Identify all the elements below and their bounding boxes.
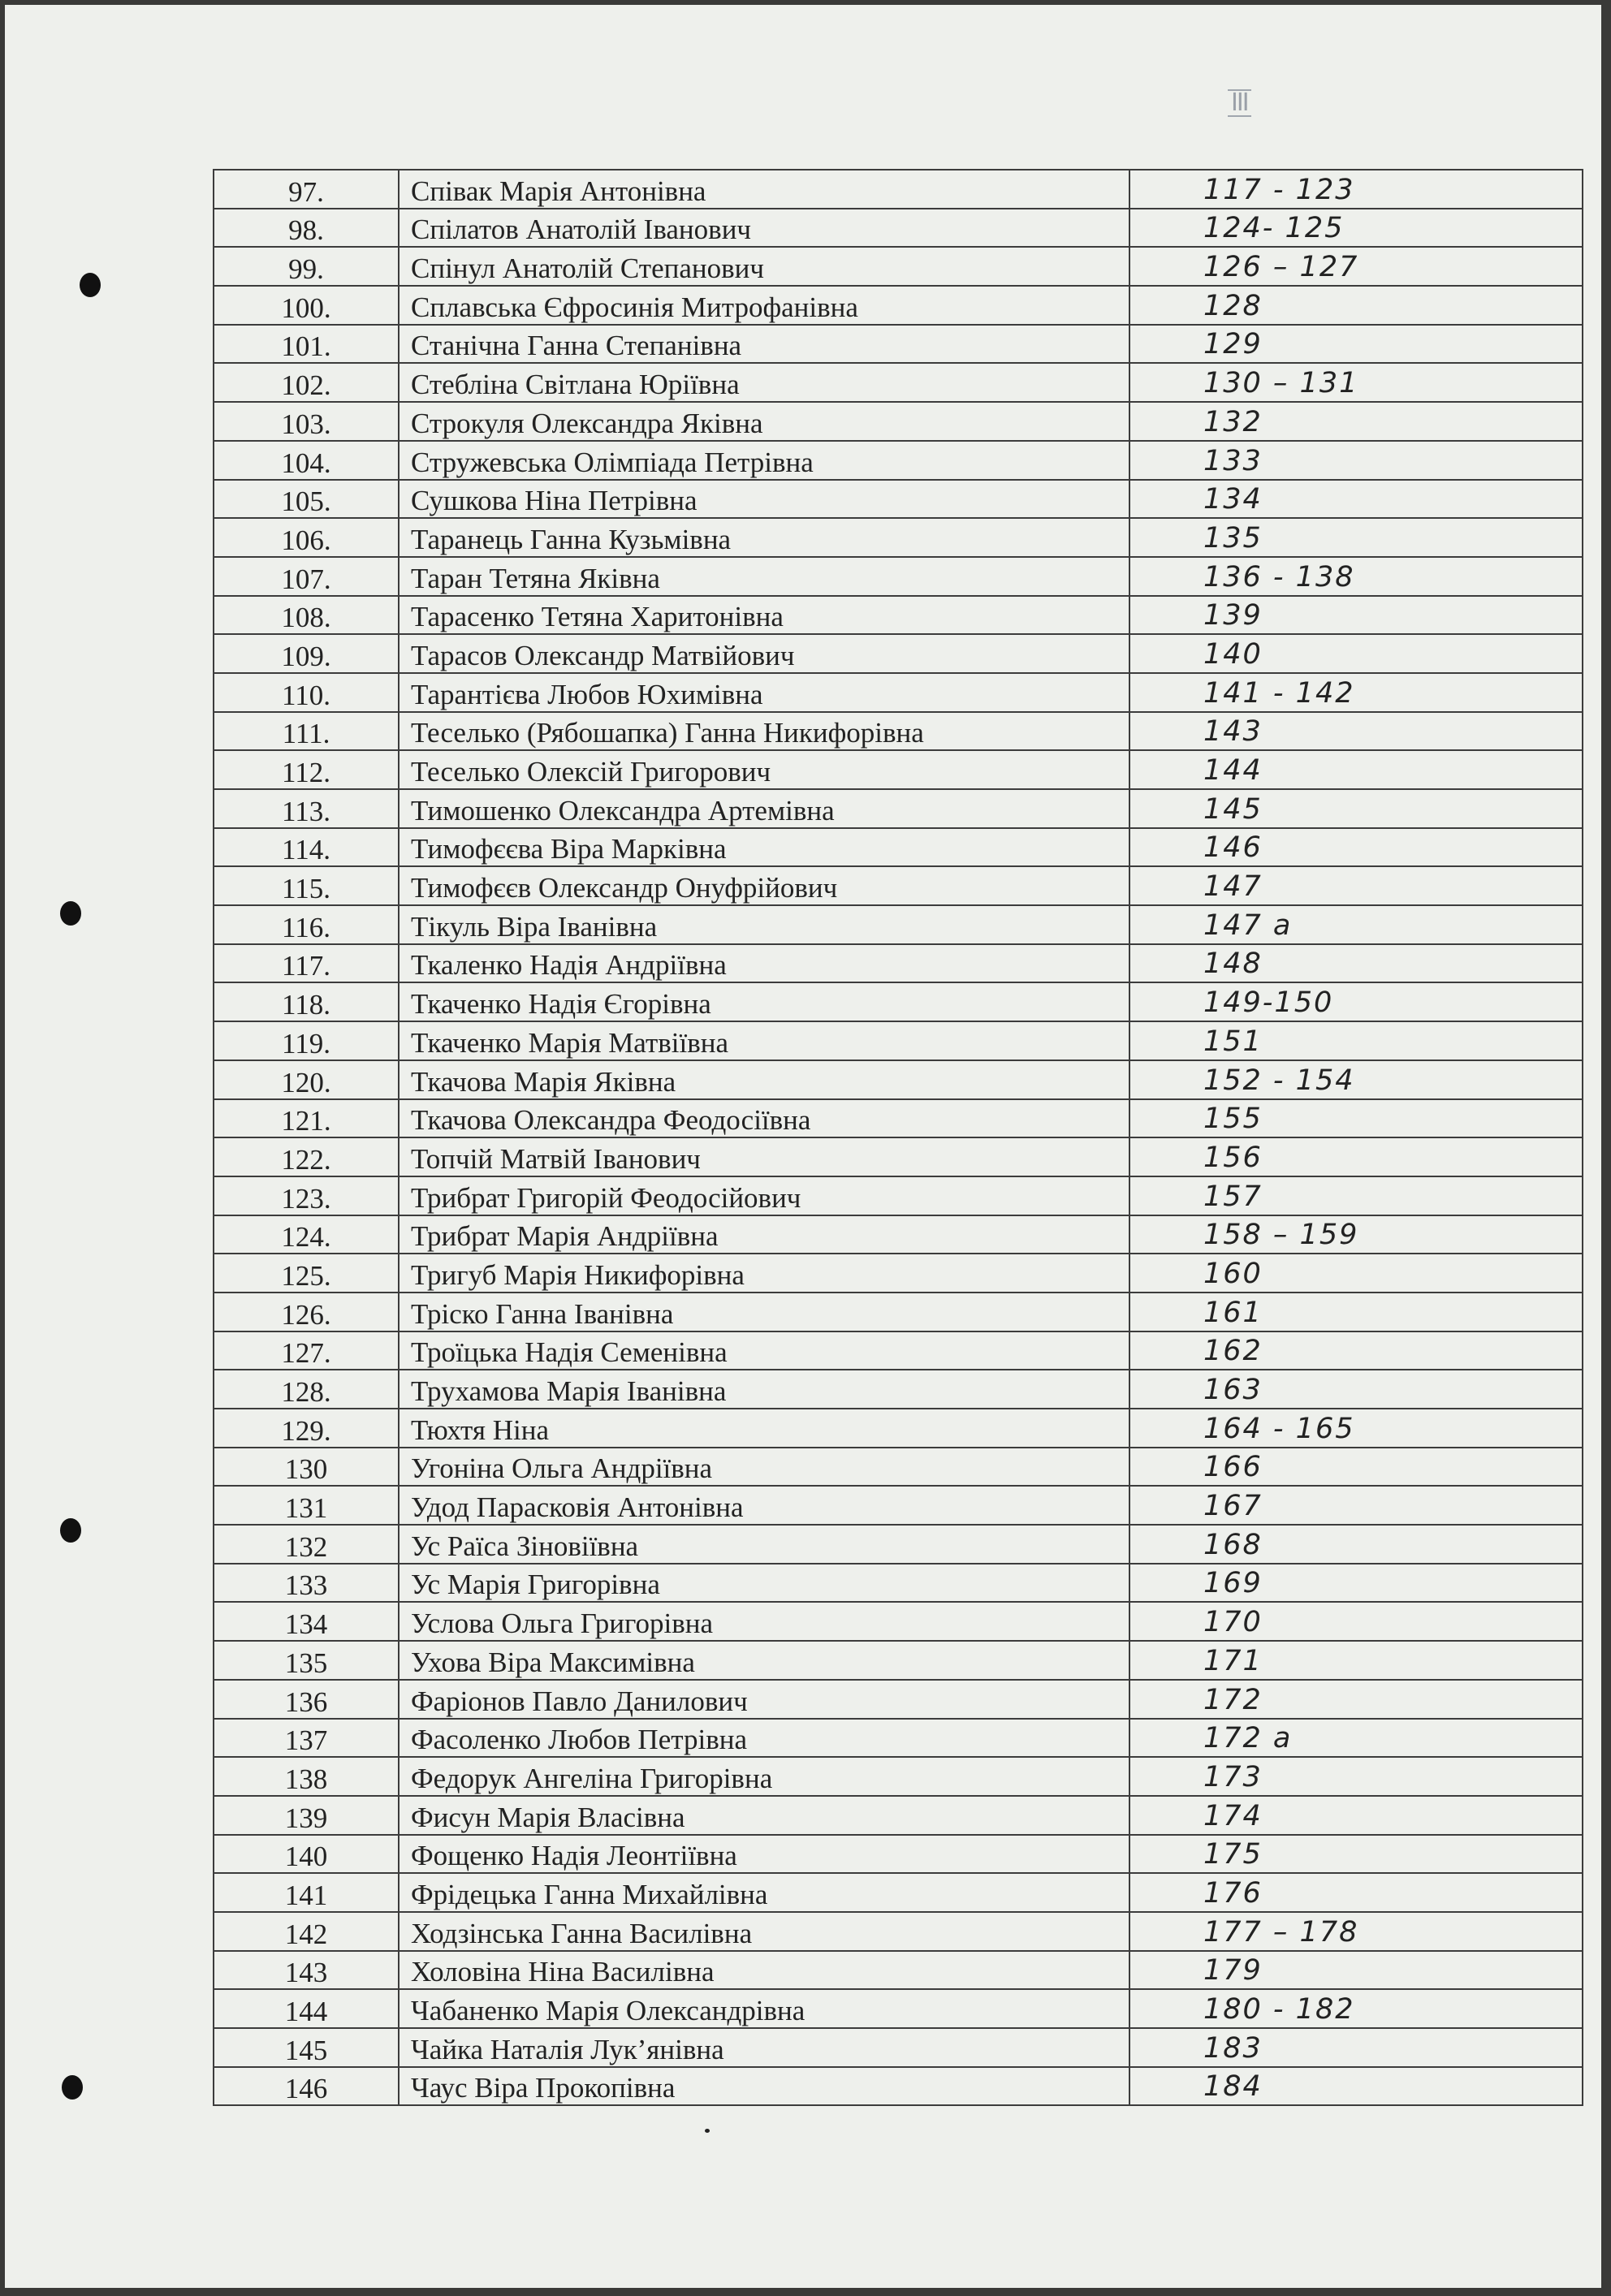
table-row	[214, 634, 1583, 673]
row-number: 106.	[214, 518, 399, 557]
row-number: 144	[214, 1989, 399, 2028]
person-name: Ткаченко Надія Єгорівна	[399, 982, 1129, 1021]
table-row	[214, 1912, 1583, 1951]
person-name: Тригуб Марія Никифорівна	[399, 1254, 1129, 1293]
row-number: 129.	[214, 1409, 399, 1448]
page-range: 135	[1129, 518, 1583, 557]
table-row	[214, 1137, 1583, 1176]
row-number: 133	[214, 1564, 399, 1603]
person-name: Тимофєєв Олександр Онуфрійович	[399, 866, 1129, 905]
punch-hole	[80, 273, 101, 297]
table-row	[214, 286, 1583, 325]
table-row	[214, 2067, 1583, 2106]
table-row	[214, 209, 1583, 248]
page-range: 177 – 178	[1129, 1912, 1583, 1951]
table-row	[214, 1099, 1583, 1138]
page-range: 151	[1129, 1021, 1583, 1060]
table-row	[214, 1564, 1583, 1603]
row-number: 124.	[214, 1215, 399, 1254]
row-number: 97.	[214, 170, 399, 209]
row-number: 98.	[214, 209, 399, 248]
person-name: Ткаченко Марія Матвіївна	[399, 1021, 1129, 1060]
table-row	[214, 944, 1583, 983]
page-range: 152 - 154	[1129, 1060, 1583, 1099]
page-range: 179	[1129, 1951, 1583, 1990]
table-row	[214, 1641, 1583, 1680]
punch-hole	[60, 901, 81, 926]
page-range: 183	[1129, 2028, 1583, 2067]
row-number: 118.	[214, 982, 399, 1021]
page-range: 134	[1129, 480, 1583, 519]
page-range: 130 – 131	[1129, 363, 1583, 402]
row-number: 126.	[214, 1293, 399, 1331]
person-name: Трибрат Григорій Феодосійович	[399, 1176, 1129, 1215]
page-range: 124- 125	[1129, 209, 1583, 248]
row-number: 145	[214, 2028, 399, 2067]
table-row	[214, 480, 1583, 519]
row-number: 101.	[214, 325, 399, 364]
person-name: Троїцька Надія Семенівна	[399, 1331, 1129, 1370]
table-row	[214, 363, 1583, 402]
person-name: Трибрат Марія Андріївна	[399, 1215, 1129, 1254]
punch-hole	[60, 1518, 81, 1543]
person-name: Ходзінська Ганна Василівна	[399, 1912, 1129, 1951]
table-row	[214, 1254, 1583, 1293]
table-row	[214, 1796, 1583, 1835]
person-name: Тимофєєва Віра Марківна	[399, 828, 1129, 867]
person-name: Удод Парасковія Антонівна	[399, 1486, 1129, 1525]
table-row	[214, 1873, 1583, 1912]
page-range: 145	[1129, 789, 1583, 828]
page-range: 117 - 123	[1129, 170, 1583, 209]
table-row	[214, 866, 1583, 905]
table-row	[214, 557, 1583, 596]
person-name: Фощенко Надія Леонтіївна	[399, 1835, 1129, 1874]
table-row	[214, 1486, 1583, 1525]
person-name: Таран Тетяна Яківна	[399, 557, 1129, 596]
table-row	[214, 673, 1583, 712]
person-name: Тікуль Віра Іванівна	[399, 905, 1129, 944]
person-name: Таранець Ганна Кузьмівна	[399, 518, 1129, 557]
person-name: Сплавська Єфросинія Митрофанівна	[399, 286, 1129, 325]
page-range: 175	[1129, 1835, 1583, 1874]
page-range: 171	[1129, 1641, 1583, 1680]
person-name: Чаус Віра Прокопівна	[399, 2067, 1129, 2106]
person-name: Чайка Наталія Лук’янівна	[399, 2028, 1129, 2067]
row-number: 116.	[214, 905, 399, 944]
page-range: 163	[1129, 1370, 1583, 1409]
table-row	[214, 1331, 1583, 1370]
page-range: 157	[1129, 1176, 1583, 1215]
row-number: 114.	[214, 828, 399, 867]
row-number: 146	[214, 2067, 399, 2106]
person-name: Строкуля Олександра Яківна	[399, 402, 1129, 441]
page-range: 129	[1129, 325, 1583, 364]
page-range: 176	[1129, 1873, 1583, 1912]
row-number: 107.	[214, 557, 399, 596]
page-range: 161	[1129, 1293, 1583, 1331]
row-number: 142	[214, 1912, 399, 1951]
page-range: 160	[1129, 1254, 1583, 1293]
table-row	[214, 1719, 1583, 1758]
person-name: Услова Ольга Григорівна	[399, 1602, 1129, 1641]
person-name: Співак Марія Антонівна	[399, 170, 1129, 209]
person-name: Тюхтя Ніна	[399, 1409, 1129, 1448]
person-name: Спілатов Анатолій Іванович	[399, 209, 1129, 248]
table-row	[214, 750, 1583, 789]
page-range: 148	[1129, 944, 1583, 983]
page-range: 173	[1129, 1757, 1583, 1796]
person-name: Спінул Анатолій Степанович	[399, 247, 1129, 286]
row-number: 120.	[214, 1060, 399, 1099]
row-number: 134	[214, 1602, 399, 1641]
page-marker: III	[1228, 89, 1251, 117]
row-number: 113.	[214, 789, 399, 828]
row-number: 99.	[214, 247, 399, 286]
page-range: 146	[1129, 828, 1583, 867]
page-range: 140	[1129, 634, 1583, 673]
register-table	[213, 169, 1583, 2106]
person-name: Фисун Марія Власівна	[399, 1796, 1129, 1835]
person-name: Ткачова Олександра Феодосіївна	[399, 1099, 1129, 1138]
page-range: 169	[1129, 1564, 1583, 1603]
person-name: Тріско Ганна Іванівна	[399, 1293, 1129, 1331]
row-number: 112.	[214, 750, 399, 789]
table-row	[214, 1448, 1583, 1487]
page-range: 156	[1129, 1137, 1583, 1176]
page-range: 158 – 159	[1129, 1215, 1583, 1254]
table-row	[214, 1757, 1583, 1796]
table-row	[214, 1989, 1583, 2028]
table-row	[214, 1293, 1583, 1331]
page-range: 133	[1129, 441, 1583, 480]
table-row	[214, 789, 1583, 828]
table-row	[214, 712, 1583, 751]
person-name: Теселько Олексій Григорович	[399, 750, 1129, 789]
table-row	[214, 1176, 1583, 1215]
person-name: Тарасенко Тетяна Харитонівна	[399, 596, 1129, 635]
page-range: 180 - 182	[1129, 1989, 1583, 2028]
page-range: 174	[1129, 1796, 1583, 1835]
page-range: 184	[1129, 2067, 1583, 2106]
row-number: 115.	[214, 866, 399, 905]
table-row	[214, 1370, 1583, 1409]
person-name: Стружевська Олімпіада Петрівна	[399, 441, 1129, 480]
row-number: 105.	[214, 480, 399, 519]
row-number: 141	[214, 1873, 399, 1912]
page-range: 170	[1129, 1602, 1583, 1641]
person-name: Теселько (Рябошапка) Ганна Никифорівна	[399, 712, 1129, 751]
person-name: Фрідецька Ганна Михайлівна	[399, 1873, 1129, 1912]
person-name: Тарантієва Любов Юхимівна	[399, 673, 1129, 712]
row-number: 135	[214, 1641, 399, 1680]
person-name: Чабаненко Марія Олександрівна	[399, 1989, 1129, 2028]
table-row	[214, 518, 1583, 557]
table-row	[214, 1602, 1583, 1641]
person-name: Ткачова Марія Яківна	[399, 1060, 1129, 1099]
table-row	[214, 1021, 1583, 1060]
table-row	[214, 1060, 1583, 1099]
table-row	[214, 905, 1583, 944]
page-range: 139	[1129, 596, 1583, 635]
row-number: 110.	[214, 673, 399, 712]
row-number: 119.	[214, 1021, 399, 1060]
person-name: Тарасов Олександр Матвійович	[399, 634, 1129, 673]
person-name: Сушкова Ніна Петрівна	[399, 480, 1129, 519]
row-number: 109.	[214, 634, 399, 673]
register-rows	[214, 170, 1583, 2105]
row-number: 100.	[214, 286, 399, 325]
row-number: 138	[214, 1757, 399, 1796]
row-number: 125.	[214, 1254, 399, 1293]
row-number: 136	[214, 1680, 399, 1719]
table-row	[214, 2028, 1583, 2067]
row-number: 131	[214, 1486, 399, 1525]
page-range: 149-150	[1129, 982, 1583, 1021]
page-range: 144	[1129, 750, 1583, 789]
row-number: 130	[214, 1448, 399, 1487]
page-range: 166	[1129, 1448, 1583, 1487]
page-range: 155	[1129, 1099, 1583, 1138]
table-row	[214, 1835, 1583, 1874]
row-number: 128.	[214, 1370, 399, 1409]
page-range: 162	[1129, 1331, 1583, 1370]
row-number: 103.	[214, 402, 399, 441]
table-row	[214, 402, 1583, 441]
row-number: 102.	[214, 363, 399, 402]
page-range: 172	[1129, 1680, 1583, 1719]
punch-hole	[62, 2075, 83, 2100]
row-number: 123.	[214, 1176, 399, 1215]
row-number: 137	[214, 1719, 399, 1758]
page-range: 132	[1129, 402, 1583, 441]
page-range: 126 – 127	[1129, 247, 1583, 286]
table-row	[214, 596, 1583, 635]
table-row	[214, 247, 1583, 286]
page-range: 168	[1129, 1525, 1583, 1564]
row-number: 117.	[214, 944, 399, 983]
row-number: 108.	[214, 596, 399, 635]
row-number: 104.	[214, 441, 399, 480]
table-row	[214, 1951, 1583, 1990]
person-name: Угоніна Ольга Андріївна	[399, 1448, 1129, 1487]
person-name: Ус Раїса Зіновіївна	[399, 1525, 1129, 1564]
page-range: 128	[1129, 286, 1583, 325]
row-number: 121.	[214, 1099, 399, 1138]
row-number: 111.	[214, 712, 399, 751]
page-range: 172 а	[1129, 1719, 1583, 1758]
person-name: Тимошенко Олександра Артемівна	[399, 789, 1129, 828]
row-number: 132	[214, 1525, 399, 1564]
table-row	[214, 1409, 1583, 1448]
page-range: 143	[1129, 712, 1583, 751]
row-number: 143	[214, 1951, 399, 1990]
table-row	[214, 441, 1583, 480]
page-range: 147 а	[1129, 905, 1583, 944]
table-row	[214, 170, 1583, 209]
person-name: Ус Марія Григорівна	[399, 1564, 1129, 1603]
person-name: Топчій Матвій Іванович	[399, 1137, 1129, 1176]
table-row	[214, 1680, 1583, 1719]
table-row	[214, 1525, 1583, 1564]
person-name: Фасоленко Любов Петрівна	[399, 1719, 1129, 1758]
page-range: 136 - 138	[1129, 557, 1583, 596]
page-range: 141 - 142	[1129, 673, 1583, 712]
row-number: 122.	[214, 1137, 399, 1176]
row-number: 140	[214, 1835, 399, 1874]
person-name: Станічна Ганна Степанівна	[399, 325, 1129, 364]
row-number: 139	[214, 1796, 399, 1835]
table-row	[214, 982, 1583, 1021]
person-name: Ткаленко Надія Андріївна	[399, 944, 1129, 983]
stray-mark	[705, 2129, 710, 2133]
table-row	[214, 828, 1583, 867]
page-range: 147	[1129, 866, 1583, 905]
person-name: Стебліна Світлана Юріївна	[399, 363, 1129, 402]
person-name: Фаріонов Павло Данилович	[399, 1680, 1129, 1719]
person-name: Ухова Віра Максимівна	[399, 1641, 1129, 1680]
row-number: 127.	[214, 1331, 399, 1370]
table-row	[214, 1215, 1583, 1254]
person-name: Трухамова Марія Іванівна	[399, 1370, 1129, 1409]
table-row	[214, 325, 1583, 364]
page-range: 164 - 165	[1129, 1409, 1583, 1448]
document-page	[5, 5, 1601, 2288]
page-range: 167	[1129, 1486, 1583, 1525]
person-name: Федорук Ангеліна Григорівна	[399, 1757, 1129, 1796]
person-name: Холовіна Ніна Василівна	[399, 1951, 1129, 1990]
